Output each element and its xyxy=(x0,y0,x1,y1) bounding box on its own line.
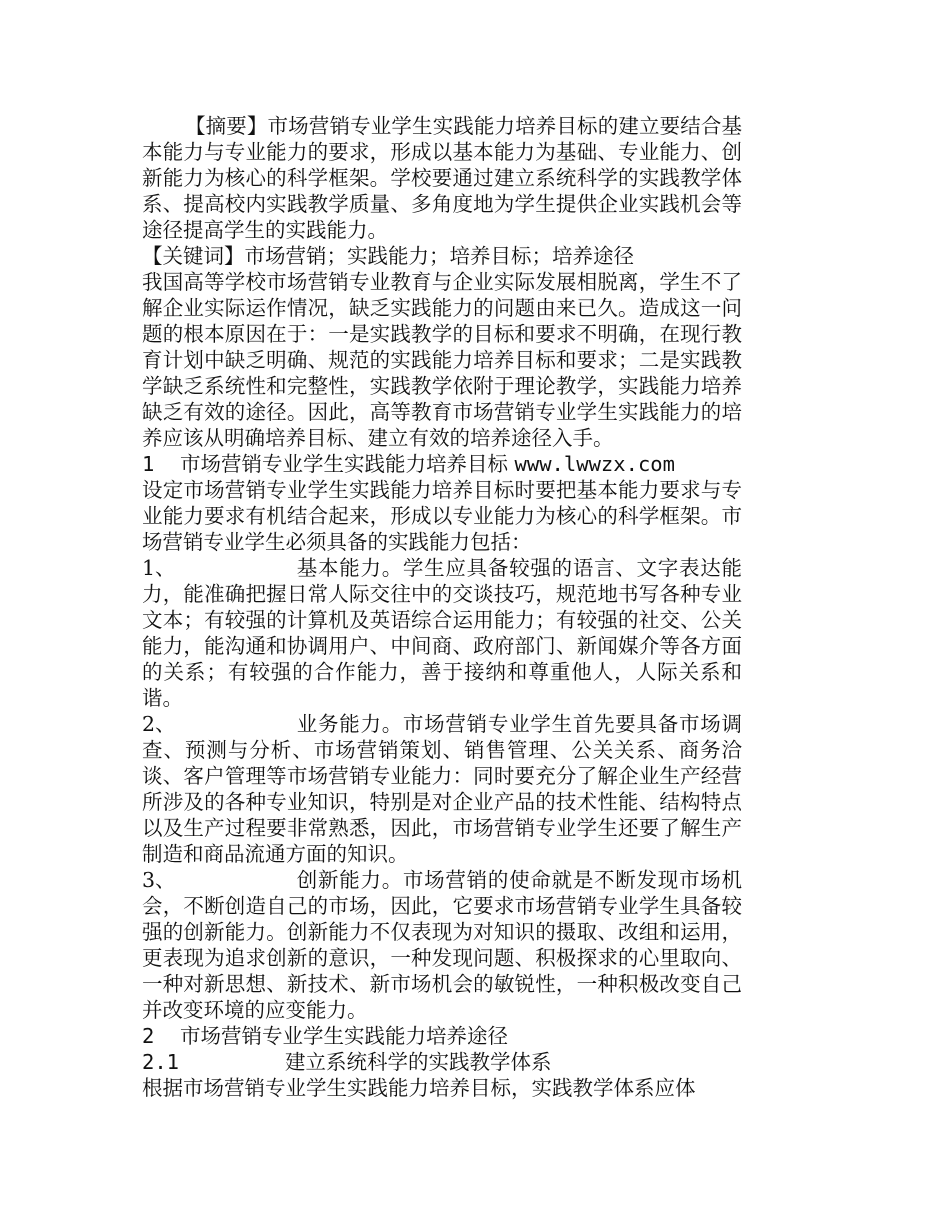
section-1-number: 1 xyxy=(142,452,155,476)
ability-item xyxy=(142,867,742,1023)
section-2-1-number: 2.1 xyxy=(142,1050,180,1074)
section-2-1-title: 建立系统科学的实践教学体系 xyxy=(285,1050,552,1074)
ability-item-text: 创新能力。市场营销的使命就是不断发现市场机会，不断创造自己的市场，因此，它要求市场营销专业学生具备较强的创新能力。创新能力不仅表现为对知识的摄取、改组和运用，更表现为追求创新的意识，一种发现问题、积极探求的心里取向、一种对新思想、新技术、新市场机会的敏锐性，一种积极改变自己并改变环境的应变能力。 xyxy=(142,868,742,1022)
section-2-1-heading xyxy=(142,1049,742,1075)
section-1-heading xyxy=(142,451,742,477)
section-2-number: 2 xyxy=(142,1024,155,1048)
ability-item-text: 业务能力。市场营销专业学生首先要具备市场调查、预测与分析、市场营销策划、销售管理、公关关系、商务洽谈、客户管理等市场营销专业能力：同时要充分了解企业生产经营所涉及的各种专业知识，特别是对企业产品的技术性能、结构特点以及生产过程要非常熟悉，因此，市场营销专业学生还要了解生产制造和商品流通方面的知识。 xyxy=(142,712,742,866)
ability-item-text: 基本能力。学生应具备较强的语言、文字表达能力，能准确把握日常人际交往中的交谈技巧，规范地书写各种专业文本；有较强的计算机及英语综合运用能力；有较强的社交、公关能力，能沟通和协调用户、中间商、政府部门、新闻媒介等各方面的关系；有较强的合作能力，善于接纳和尊重他人，人际关系和谐。 xyxy=(142,556,742,710)
section-2-1-paragraph: 根据市场营销专业学生实践能力培养目标，实践教学体系应体 xyxy=(142,1076,696,1100)
section-2-title: 市场营销专业学生实践能力培养途径 xyxy=(180,1024,508,1048)
intro-paragraph: 我国高等学校市场营销专业教育与企业实际发展相脱离，学生不了解企业实际运作情况，缺乏实践能力的问题由来已久。造成这一问题的根本原因在于：一是实践教学的目标和要求不明确，在现行教育计划中缺乏明确、规范的实践能力培养目标和要求；二是实践教学缺乏系统性和完整性，实践教学依附于理论教学，实践能力培养缺乏有效的途径。因此，高等教育市场营销专业学生实践能力的培养应该从明确培养目标、建立有效的培养途径入手。 xyxy=(142,270,742,450)
abstract-paragraph: 【摘要】市场营销专业学生实践能力培养目标的建立要结合基本能力与专业能力的要求，形成以基本能力为基础、专业能力、创新能力为核心的科学框架。学校要通过建立系统科学的实践教学体系、提高校内实践教学质量、多角度地为学生提供企业实践机会等途径提高学生的实践能力。 xyxy=(142,114,742,242)
section-1-title: 市场营销专业学生实践能力培养目标 xyxy=(180,452,508,476)
ability-item-number: 1、 xyxy=(142,556,176,580)
ability-item-number: 2、 xyxy=(142,712,176,736)
section-1-intro: 设定市场营销专业学生实践能力培养目标时要把基本能力要求与专业能力要求有机结合起来，形成以专业能力为核心的科学框架。市场营销专业学生必须具备的实践能力包括： xyxy=(142,478,742,554)
ability-item-number: 3、 xyxy=(142,868,176,892)
source-url-text: www.lwwzx.com xyxy=(514,452,675,476)
ability-item xyxy=(142,555,742,711)
ability-item xyxy=(142,711,742,867)
document-page xyxy=(142,113,742,1101)
keywords-line: 【关键词】市场营销；实践能力；培养目标；培养途径 xyxy=(142,244,634,268)
section-2-heading xyxy=(142,1023,742,1049)
